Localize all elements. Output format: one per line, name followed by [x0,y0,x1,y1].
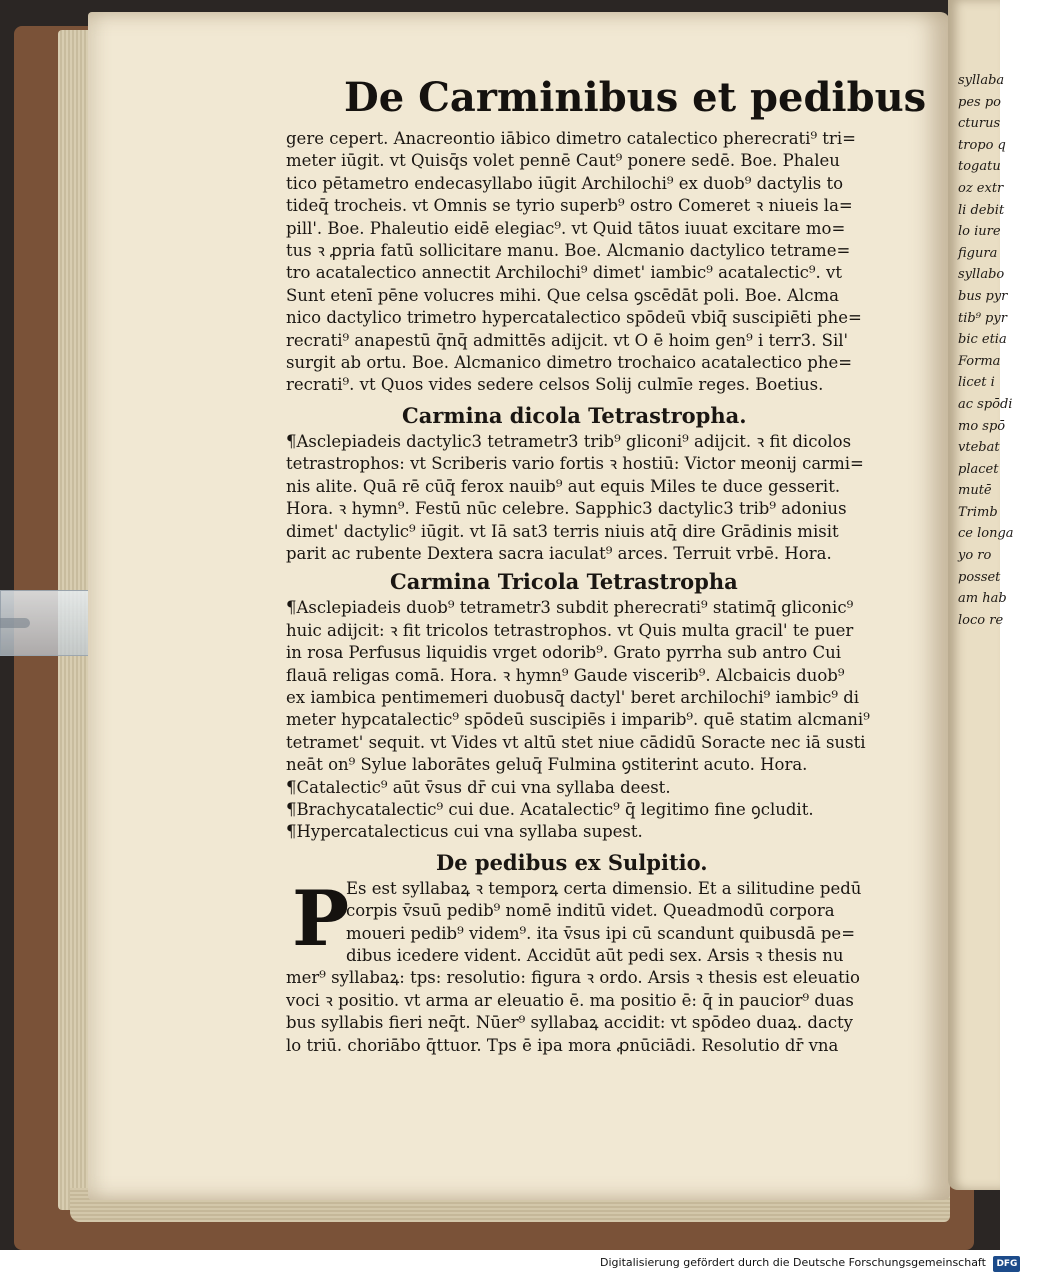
text-line: neāt on⁹ Sylue laborātes geluq̄ Fulmina ꝯstiterint acuto. Hora. [286,755,808,775]
facing-page-line: bic etia [958,332,1007,348]
paragraph-tricola [286,597,906,843]
facing-page-line: vtebat [958,440,1000,456]
text-line: ¶Hypercatalecticus cui vna syllaba supest. [286,822,643,842]
text-line: Hora. ꝛ hymn⁹. Festū nūc celebre. Sapphic3 dactylic3 trib⁹ adonius [286,499,847,519]
facing-page-line: tib⁹ pyr [958,310,1007,326]
facing-page-line: oz extr [958,180,1004,196]
facing-page-line: syllabo [958,267,1005,283]
text-line: tetrastrophos: vt Scriberis vario fortis ꝛ hostiū: Victor meonij carmi= [286,454,864,474]
text-line: tetramet' sequit. vt Vides vt altū stet niue cādidū Soracte nec iā susti [286,732,866,752]
facing-page-line: loco re [958,612,1004,628]
page-heading: De Carminibus et pedibus [344,74,927,121]
text-line: mer⁹ syllabaꝝ: tps: resolutio: figura ꝛ ordo. Arsis ꝛ thesis est eleuatio [286,968,860,988]
subheading-tricola: Carmina Tricola Tetrastropha [390,569,738,595]
paragraph-de-pedibus [286,873,906,1057]
facing-page-line: ac spōdi [958,396,1013,412]
text-line: moueri pedib⁹ videm⁹. ita v̄sus ipi cū scandunt quibusdā pe= [346,923,856,943]
text-line: flauā religas comā. Hora. ꝛ hymn⁹ Gaude viscerib⁹. Alcbaicis duob⁹ [286,665,845,685]
facing-page-line: ce longa [958,526,1014,542]
bookmark-clip-slot [0,618,30,628]
text-line: meter iūgit. vt Quisq̄s volet pennē Caut⁹ ponere sedē. Boe. Phaleu [286,151,840,171]
facing-page-line: syllaba [958,73,1005,88]
text-line: tro acatalectico annectit Archilochi⁹ dimet' iambic⁹ acatalectic⁹. vt [286,263,842,283]
text-line: surgit ab ortu. Boe. Alcmanico dimetro trochaico acatalectico phe= [286,353,853,373]
facing-page-line: yo ro [958,548,992,564]
text-line: voci ꝛ positio. vt arma ar eleuatio ē. ma positio ē: q̄ in paucior⁹ duas [286,990,854,1010]
text-line: tus ꝛ ꝓpria fatū sollicitare manu. Boe. Alcmanio dactylico tetrame= [286,241,851,261]
text-line: ¶Brachycatalectic⁹ cui due. Acatalectic⁹ q̄ legitimo fine ꝯcludit. [286,799,814,819]
facing-page-line: tropo q [958,137,1006,153]
facing-page-line: lo iure [958,224,1001,240]
text-line: lo triū. choriābo q̄ttuor. Tps ē ipa mora ꝓnūciādi. Resolutio dr̄ vna [286,1035,839,1055]
text-line: in rosa Perfusus liquidis vrget odorib⁹. Grato pyrrha sub antro Cui [286,643,841,663]
facing-page-line: mutē [958,483,992,499]
paragraph-continued-lines [286,967,906,1057]
facing-page-line: placet [958,461,999,477]
facing-page-line: bus pyr [958,288,1008,304]
digitization-credit [600,1255,1018,1271]
facing-page-line: am hab [958,591,1007,607]
text-line: ¶Asclepiadeis dactylic3 tetrametr3 trib⁹ gliconi⁹ adijcit. ꝛ fit dicolos [286,431,852,451]
facing-page-line: figura [958,245,998,261]
text-line: nico dactylico trimetro hypercatalectico spōdeū vbiq̄ suscipiēti phe= [286,308,862,328]
facing-page-line: Trimb [958,504,998,520]
text-line: Es est syllabaꝝ ꝛ temporꝝ certa dimensio. Et a silitudine pedū [346,878,862,898]
facing-page-edge [948,0,1014,1190]
paragraph-indented-lines [286,873,906,968]
subheading-de-pedibus: De pedibus ex Sulpitio. [436,849,708,875]
facing-page-line: cturus [958,116,1001,132]
text-line: nis alite. Quā rē cūq̄ ferox nauib⁹ aut equis Miles te duce gesserit. [286,476,841,496]
facing-page-line: togatu [958,159,1001,175]
facing-page-text [958,70,1038,631]
text-line: recrati⁹ anapestū q̄nq̄ admittēs adijcit. vt O ē hoim gen⁹ i terr3. Sil' [286,330,849,350]
drop-cap-initial: P [292,873,350,963]
text-line: gere cepert. Anacreontio iābico dimetro catalectico pherecrati⁹ tri= [286,129,856,148]
text-line: ¶Catalectic⁹ aūt v̄sus dr̄ cui vna syllaba deest. [286,777,671,797]
text-line: ex iambica pentimemeri duobusq̄ dactyl' beret archilochi⁹ iambic⁹ di [286,687,860,707]
text-line: tideq̄ trocheis. vt Omnis se tyrio superb⁹ ostro Comeret ꝛ niueis la= [286,196,853,216]
text-line: meter hypcatalectic⁹ spōdeū suscipiēs i imparib⁹. quē statim alcmani⁹ [286,710,870,730]
text-line: parit ac rubente Dextera sacra iaculat⁹ arces. Terruit vrbē. Hora. [286,543,832,563]
text-line: pill'. Boe. Phaleutio eidē elegiac⁹. vt Quid tātos iuuat excitare mo= [286,218,846,238]
text-line: ¶Asclepiadeis duob⁹ tetrametr3 subdit pherecrati⁹ statimq̄ gliconic⁹ [286,598,854,618]
facing-page-line: li debit [958,202,1005,218]
page-body [286,128,906,1057]
footer-credit-text: Digitalisierung gefördert durch die Deutsche Forschungsgemeinschaft [600,1256,986,1269]
facing-page-line: mo spō [958,418,1006,434]
text-line: corpis v̄suū pedib⁹ nomē inditū videt. Queadmodū corpora [346,901,835,921]
text-line: Sunt etenī pēne volucres mihi. Que celsa ꝯscēdāt poli. Boe. Alcma [286,285,839,305]
text-line: bus syllabis fieri neq̄t. Nūer⁹ syllabaꝝ accidit: vt spōdeo duaꝝ. dacty [286,1013,854,1033]
facing-page-line: Forma [958,353,1001,369]
paragraph-carmina-intro [286,128,906,397]
paragraph-dicola [286,431,906,565]
facing-page-line: pes po [958,94,1001,110]
subheading-dicola: Carmina dicola Tetrastropha. [402,402,747,428]
text-line: tico pētametro endecasyllabo iūgit Archilochi⁹ ex duob⁹ dactylis to [286,173,844,193]
text-line: huic adijcit: ꝛ fit tricolos tetrastrophos. vt Quis multa gracil' te puer [286,620,854,640]
text-line: recrati⁹. vt Quos vides sedere celsos Solij culmīe reges. Boetius. [286,375,824,395]
text-line: dibus icedere vident. Accidūt aūt pedi sex. Arsis ꝛ thesis nu [346,946,844,965]
facing-page-line: posset [958,569,1001,585]
dfg-logo: DFG [993,1256,1020,1272]
text-line: dimet' dactylic⁹ iūgit. vt Iā sat3 terris niuis atq̄ dire Grādinis misit [286,521,839,541]
facing-page-line: licet i [958,375,995,391]
